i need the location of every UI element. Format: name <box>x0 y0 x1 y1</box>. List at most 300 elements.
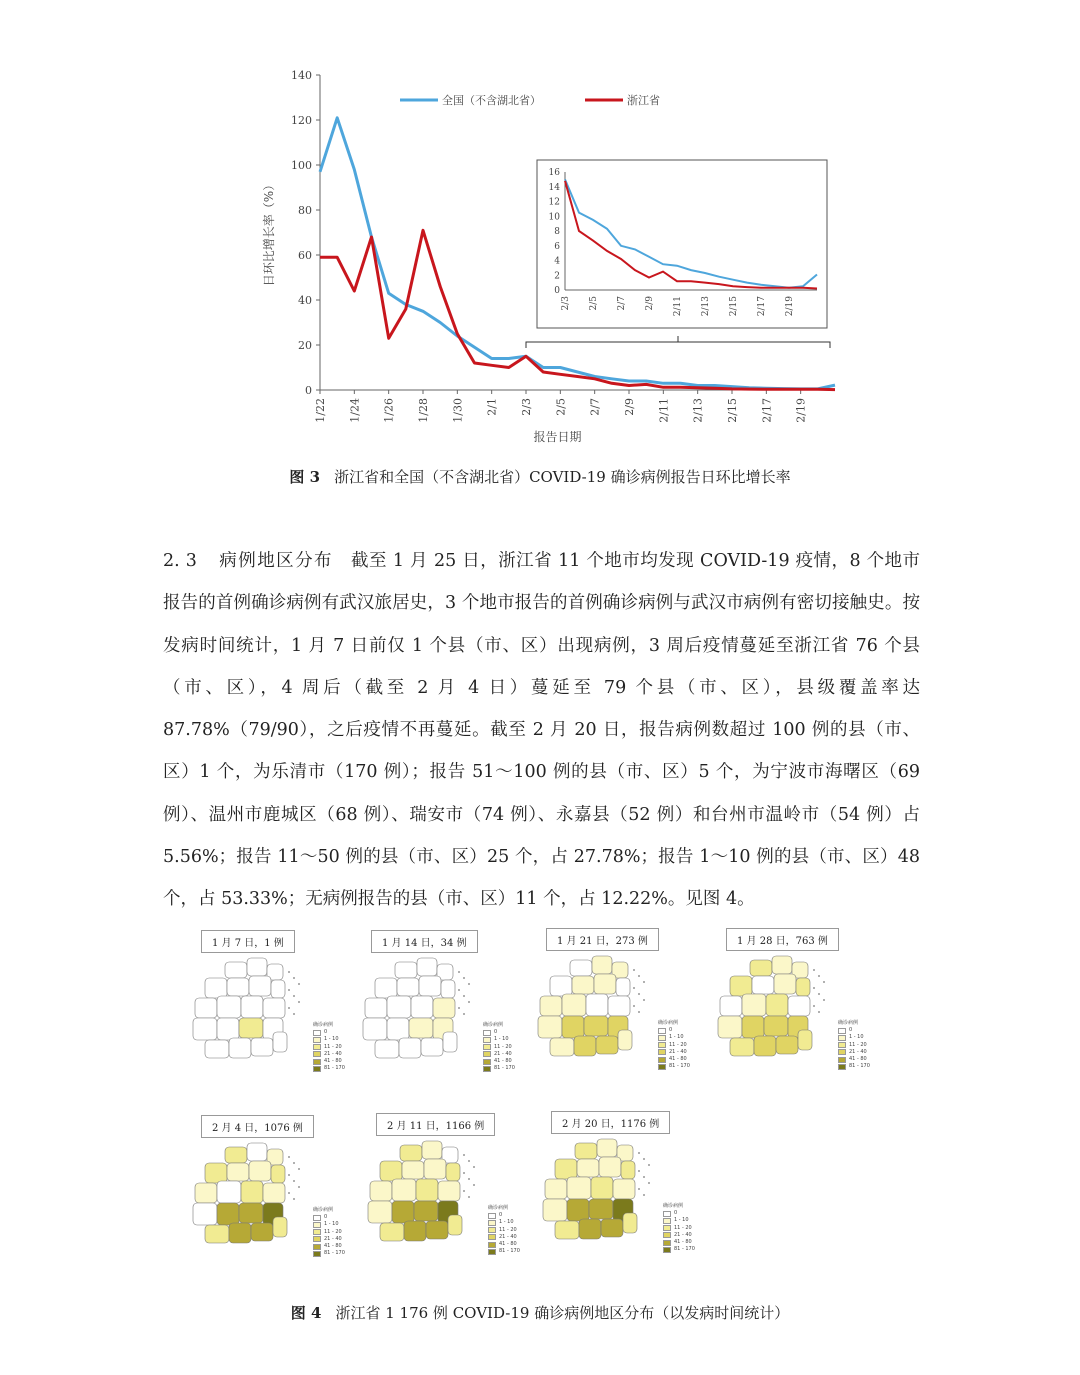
x-axis-label: 报告日期 <box>533 430 582 444</box>
county-region <box>395 962 417 978</box>
county-region <box>392 1179 416 1201</box>
x-tick-label: 2/1 <box>485 398 499 416</box>
inset-x-tick-label: 2/13 <box>701 296 711 317</box>
y-tick-label: 100 <box>291 159 312 172</box>
inset-x-tick-label: 2/19 <box>785 296 795 317</box>
zhejiang-map <box>360 1135 485 1260</box>
island-mark <box>288 1174 290 1176</box>
island-mark <box>463 1154 465 1156</box>
legend-swatch <box>658 1035 666 1041</box>
island-mark <box>823 999 825 1001</box>
figure4-caption <box>0 1302 1080 1323</box>
county-region <box>217 1181 241 1203</box>
map-panel <box>535 1111 750 1276</box>
legend-label: 21 - 40 <box>494 1050 512 1057</box>
island-mark <box>288 1007 290 1009</box>
county-region <box>596 1036 618 1054</box>
county-region <box>380 1223 404 1241</box>
county-region <box>380 1161 402 1181</box>
island-mark <box>468 1160 470 1162</box>
x-tick-label: 1/30 <box>451 398 465 423</box>
county-region <box>433 998 455 1018</box>
county-region <box>193 1018 217 1040</box>
legend-swatch <box>313 1222 321 1228</box>
county-region <box>205 1225 229 1243</box>
county-region <box>273 1032 287 1052</box>
legend-swatch <box>838 1064 846 1070</box>
island-mark <box>468 1178 470 1180</box>
county-region <box>399 1038 421 1058</box>
legend-row <box>658 1042 690 1049</box>
inset-y-tick-label: 16 <box>548 168 560 178</box>
legend-row <box>838 1042 870 1049</box>
legend-swatch <box>313 1059 321 1065</box>
legend-row <box>663 1246 695 1253</box>
inset-y-tick-label: 10 <box>548 212 560 223</box>
map-legend <box>663 1203 695 1253</box>
legend-label: 11 - 20 <box>494 1043 512 1050</box>
map-date-label: 2 月 20 日，1176 例 <box>551 1111 670 1134</box>
county-region <box>601 1219 623 1237</box>
legend-row <box>488 1241 520 1248</box>
county-region <box>411 996 433 1018</box>
legend-swatch <box>663 1211 671 1217</box>
legend-label: 81 - 170 <box>324 1065 345 1072</box>
island-mark <box>293 995 295 997</box>
island-mark <box>633 969 635 971</box>
legend-row <box>663 1217 695 1224</box>
county-region <box>227 1163 249 1181</box>
island-mark <box>293 977 295 979</box>
x-tick-label: 2/11 <box>657 398 671 423</box>
legend-swatch <box>658 1042 666 1048</box>
county-region <box>718 1016 742 1038</box>
legend-title: 确诊病例 <box>313 1022 334 1028</box>
legend-label: 21 - 40 <box>669 1048 687 1055</box>
county-region <box>572 976 594 994</box>
county-region <box>754 1036 776 1056</box>
inset-x-tick-label: 2/11 <box>673 296 683 317</box>
legend-swatch <box>663 1232 671 1238</box>
legend-label: 0 <box>674 1210 678 1217</box>
y-tick-label: 80 <box>298 204 312 217</box>
legend-row <box>488 1219 520 1226</box>
county-region <box>421 1038 443 1056</box>
legend-swatch <box>313 1215 321 1221</box>
legend-row <box>838 1063 870 1070</box>
county-region <box>195 1183 217 1203</box>
legend-row <box>313 1229 345 1236</box>
legend-row <box>313 1044 345 1051</box>
island-mark <box>298 983 300 985</box>
county-region <box>774 974 796 994</box>
map-legend <box>658 1020 690 1070</box>
county-region <box>562 1016 584 1038</box>
legend-label: 0 <box>849 1027 853 1034</box>
county-region <box>239 1018 263 1038</box>
county-region <box>599 1157 621 1177</box>
county-region <box>419 976 441 996</box>
legend-label: 0 <box>669 1027 673 1034</box>
legend-swatch <box>838 1035 846 1041</box>
county-region <box>205 978 227 998</box>
county-region <box>217 1018 239 1040</box>
legend-swatch <box>483 1059 491 1065</box>
island-mark <box>458 1007 460 1009</box>
county-region <box>271 980 285 998</box>
figure3-caption-label: 图 3 <box>289 468 321 486</box>
county-region <box>579 1219 601 1239</box>
legend-swatch <box>313 1051 321 1057</box>
island-mark <box>643 1176 645 1178</box>
legend-label: 全国（不含湖北省） <box>442 94 541 107</box>
y-tick-label: 120 <box>291 114 312 127</box>
county-region <box>375 1040 399 1058</box>
legend-swatch <box>313 1236 321 1242</box>
island-mark <box>463 995 465 997</box>
county-region <box>241 996 263 1018</box>
county-region <box>752 976 774 994</box>
legend-swatch <box>663 1225 671 1231</box>
legend-label: 11 - 20 <box>674 1224 692 1231</box>
map-legend <box>838 1020 870 1070</box>
inset-x-tick-label: 2/17 <box>757 296 767 317</box>
legend-label: 浙江省 <box>627 94 660 107</box>
county-region <box>567 1177 591 1199</box>
legend-label: 1 - 10 <box>494 1036 509 1043</box>
county-region <box>365 998 387 1018</box>
x-tick-label: 1/26 <box>382 398 396 423</box>
y-tick-label: 60 <box>298 249 312 262</box>
legend-row <box>838 1027 870 1034</box>
county-region <box>217 1203 239 1225</box>
island-mark <box>638 1152 640 1154</box>
x-tick-label: 1/22 <box>314 398 327 423</box>
legend-title: 确诊病例 <box>488 1205 509 1211</box>
island-mark <box>468 983 470 985</box>
county-region <box>247 958 267 976</box>
county-region <box>594 974 616 994</box>
county-region <box>251 1223 273 1241</box>
inset-y-tick-label: 12 <box>548 197 560 208</box>
legend-swatch <box>488 1227 496 1233</box>
legend-row <box>313 1065 345 1072</box>
legend-label: 81 - 170 <box>674 1246 695 1253</box>
legend-row <box>658 1027 690 1034</box>
island-mark <box>298 1186 300 1188</box>
county-region <box>730 1038 754 1056</box>
legend-row <box>488 1234 520 1241</box>
county-region <box>251 1038 273 1056</box>
map-date-label: 2 月 4 日，1076 例 <box>201 1115 314 1138</box>
island-mark <box>463 1172 465 1174</box>
county-region <box>417 958 437 976</box>
county-region <box>586 994 608 1016</box>
county-region <box>540 996 562 1016</box>
legend-swatch <box>663 1218 671 1224</box>
county-region <box>597 1139 617 1157</box>
legend-label: 41 - 80 <box>324 1058 342 1065</box>
legend-label: 81 - 170 <box>669 1063 690 1070</box>
legend-swatch <box>313 1251 321 1257</box>
county-region <box>195 998 217 1018</box>
island-mark <box>648 1182 650 1184</box>
county-region <box>400 1145 422 1161</box>
county-region <box>788 996 810 1016</box>
island-mark <box>823 981 825 983</box>
legend-label: 0 <box>494 1029 498 1036</box>
legend-row <box>838 1049 870 1056</box>
island-mark <box>288 1192 290 1194</box>
county-region <box>584 1016 608 1036</box>
island-mark <box>473 1184 475 1186</box>
county-region <box>414 1201 438 1221</box>
county-region <box>550 976 572 996</box>
legend-label: 1 - 10 <box>669 1034 684 1041</box>
county-region <box>543 1199 567 1221</box>
legend-row <box>483 1065 515 1072</box>
county-region <box>613 1179 635 1199</box>
legend-row <box>488 1248 520 1255</box>
county-region <box>538 1016 562 1038</box>
inset-x-tick-label: 2/3 <box>561 296 571 311</box>
island-mark <box>643 1158 645 1160</box>
legend-swatch <box>663 1247 671 1253</box>
y-tick-label: 0 <box>305 384 312 397</box>
legend-title: 确诊病例 <box>838 1020 859 1026</box>
island-mark <box>638 1188 640 1190</box>
legend-label: 21 - 40 <box>499 1233 517 1240</box>
zhejiang-map <box>535 1133 660 1258</box>
county-region <box>766 994 788 1016</box>
legend-row <box>658 1063 690 1070</box>
inset-x-tick-label: 2/7 <box>617 296 627 311</box>
legend-row <box>313 1029 345 1036</box>
county-region <box>273 1217 287 1237</box>
county-region <box>193 1203 217 1225</box>
inset-x-tick-label: 2/9 <box>645 296 655 311</box>
county-region <box>271 1165 285 1183</box>
inset-y-tick-label: 14 <box>548 182 560 193</box>
county-region <box>589 1199 613 1219</box>
island-mark <box>648 1164 650 1166</box>
county-region <box>616 978 630 996</box>
county-region <box>438 1181 460 1201</box>
county-region <box>370 1181 392 1201</box>
legend-label: 11 - 20 <box>324 1043 342 1050</box>
legend-row <box>488 1212 520 1219</box>
legend-swatch <box>488 1213 496 1219</box>
island-mark <box>643 1194 645 1196</box>
island-mark <box>463 1013 465 1015</box>
county-region <box>368 1201 392 1223</box>
island-mark <box>633 987 635 989</box>
county-region <box>575 1143 597 1159</box>
legend-label: 11 - 20 <box>849 1041 867 1048</box>
legend-swatch <box>838 1042 846 1048</box>
legend-swatch <box>483 1066 491 1072</box>
x-tick-label: 2/5 <box>554 398 568 416</box>
legend-row <box>313 1243 345 1250</box>
county-region <box>397 978 419 996</box>
legend-swatch <box>488 1234 496 1240</box>
legend-row <box>663 1225 695 1232</box>
county-region <box>555 1221 579 1239</box>
county-region <box>426 1221 448 1239</box>
county-region <box>392 1201 414 1223</box>
figure3-caption-text: 浙江省和全国（不含湖北省）COVID-19 确诊病例报告日环比增长率 <box>334 468 791 486</box>
island-mark <box>468 1001 470 1003</box>
county-region <box>446 1163 460 1181</box>
county-region <box>562 994 586 1016</box>
legend-label: 41 - 80 <box>674 1239 692 1246</box>
growth-rate-chart <box>255 60 855 455</box>
legend-swatch <box>313 1244 321 1250</box>
y-axis-label: 日环比增长率（%） <box>262 178 276 287</box>
legend-label: 41 - 80 <box>499 1241 517 1248</box>
legend-label: 1 - 10 <box>499 1219 514 1226</box>
legend-title: 确诊病例 <box>313 1207 334 1213</box>
legend-swatch <box>313 1044 321 1050</box>
legend-swatch <box>658 1028 666 1034</box>
legend-row <box>483 1044 515 1051</box>
island-mark <box>468 1196 470 1198</box>
island-mark <box>818 993 820 995</box>
county-region <box>776 1036 798 1054</box>
legend-label: 0 <box>324 1029 328 1036</box>
legend-row <box>658 1034 690 1041</box>
legend-label: 0 <box>499 1212 503 1219</box>
zhejiang-map <box>185 1137 310 1262</box>
legend-swatch <box>313 1066 321 1072</box>
county-region <box>225 1147 247 1163</box>
legend-swatch <box>838 1028 846 1034</box>
county-region <box>422 1141 442 1159</box>
county-region <box>387 996 411 1018</box>
legend-label: 11 - 20 <box>324 1228 342 1235</box>
x-tick-label: 1/24 <box>348 398 362 423</box>
x-tick-label: 2/3 <box>520 398 533 416</box>
zhejiang-map <box>710 950 835 1075</box>
map-date-label: 1 月 7 日，1 例 <box>201 930 295 953</box>
legend-label: 1 - 10 <box>674 1217 689 1224</box>
legend-row <box>663 1210 695 1217</box>
legend-swatch <box>488 1249 496 1255</box>
map-date-label: 1 月 21 日，273 例 <box>546 928 659 951</box>
county-region <box>263 1183 285 1203</box>
county-region <box>239 1203 263 1223</box>
legend-title: 确诊病例 <box>483 1022 504 1028</box>
legend-row <box>663 1239 695 1246</box>
legend-label: 41 - 80 <box>324 1243 342 1250</box>
legend-row <box>313 1236 345 1243</box>
legend-swatch <box>488 1242 496 1248</box>
county-region <box>416 1179 438 1201</box>
island-mark <box>288 971 290 973</box>
map-legend <box>313 1207 345 1257</box>
map-legend <box>483 1022 515 1072</box>
county-region <box>618 1030 632 1050</box>
legend-label: 81 - 170 <box>324 1250 345 1257</box>
island-mark <box>298 1001 300 1003</box>
legend-label: 41 - 80 <box>494 1058 512 1065</box>
island-mark <box>458 971 460 973</box>
county-region <box>441 980 455 998</box>
county-region <box>249 1161 271 1181</box>
island-mark <box>638 1011 640 1013</box>
x-tick-label: 2/19 <box>794 398 808 423</box>
map-date-label: 1 月 28 日，763 例 <box>726 928 839 951</box>
x-tick-label: 2/13 <box>691 398 705 423</box>
legend-row <box>313 1250 345 1257</box>
legend-label: 41 - 80 <box>669 1056 687 1063</box>
y-tick-label: 140 <box>291 69 312 82</box>
legend-swatch <box>313 1037 321 1043</box>
county-region <box>577 1159 599 1177</box>
legend-row <box>313 1221 345 1228</box>
island-mark <box>288 1156 290 1158</box>
inset-y-tick-label: 0 <box>554 286 560 296</box>
county-region <box>205 1163 227 1183</box>
island-mark <box>293 1198 295 1200</box>
county-region <box>402 1161 424 1179</box>
inset-x-tick-label: 2/5 <box>589 296 599 311</box>
island-mark <box>633 1005 635 1007</box>
legend-label: 1 - 10 <box>324 1221 339 1228</box>
county-region <box>247 1143 267 1161</box>
legend-swatch <box>313 1030 321 1036</box>
county-region <box>550 1038 574 1056</box>
y-tick-label: 20 <box>298 339 312 352</box>
zhejiang-map <box>530 950 655 1075</box>
figure4-caption-text: 浙江省 1 176 例 COVID-19 确诊病例地区分布（以发病时间统计） <box>335 1304 790 1322</box>
legend-swatch <box>483 1030 491 1036</box>
county-region <box>608 996 630 1016</box>
legend-label: 81 - 170 <box>499 1248 520 1255</box>
legend-swatch <box>658 1064 666 1070</box>
island-mark <box>638 1170 640 1172</box>
county-region <box>229 1223 251 1243</box>
legend-swatch <box>483 1044 491 1050</box>
island-mark <box>463 977 465 979</box>
legend-swatch <box>838 1057 846 1063</box>
legend-row <box>483 1051 515 1058</box>
legend-row <box>488 1227 520 1234</box>
county-region <box>217 996 241 1018</box>
county-region <box>772 956 792 974</box>
county-region <box>424 1159 446 1179</box>
county-region <box>241 1181 263 1203</box>
x-tick-label: 2/17 <box>760 398 774 423</box>
county-region <box>249 976 271 996</box>
legend-swatch <box>658 1049 666 1055</box>
county-region <box>623 1213 637 1233</box>
legend-label: 21 - 40 <box>324 1050 342 1057</box>
legend-label: 0 <box>324 1214 328 1221</box>
county-region <box>574 1036 596 1056</box>
county-region <box>363 1018 387 1040</box>
county-region <box>387 1018 409 1040</box>
map-panel <box>710 928 925 1093</box>
county-region <box>263 998 285 1018</box>
legend-swatch <box>483 1037 491 1043</box>
legend-row <box>313 1051 345 1058</box>
island-mark <box>813 1005 815 1007</box>
legend-row <box>838 1056 870 1063</box>
map-date-label: 1 月 14 日，34 例 <box>371 930 478 953</box>
county-region <box>375 978 397 998</box>
county-region <box>404 1221 426 1241</box>
